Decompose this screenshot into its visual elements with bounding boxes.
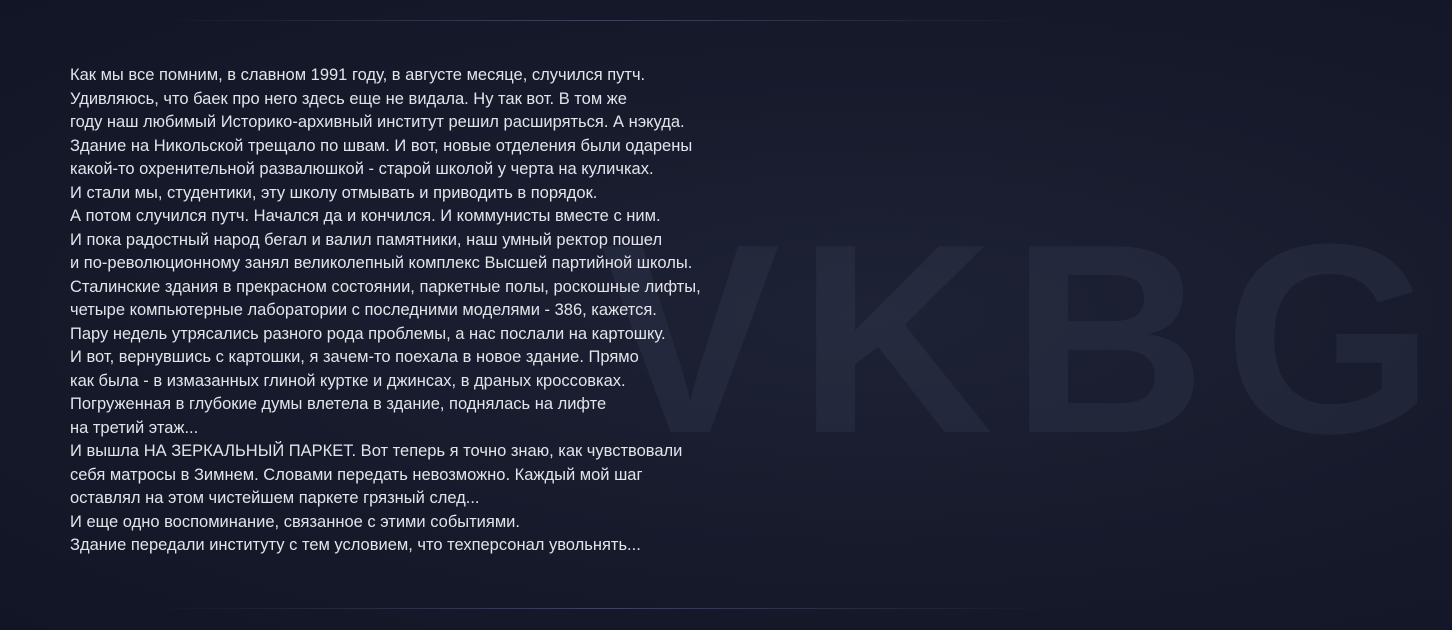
story-line: четыре компьютерные лаборатории с последними моделями - 386, кажется.	[70, 301, 657, 319]
story-line: Сталинские здания в прекрасном состоянии, паркетные полы, роскошные лифты,	[70, 277, 701, 296]
story-line: А потом случился путч. Начался да и кончился. И коммунисты вместе с ним.	[70, 207, 661, 225]
story-line: оставлял на этом чистейшем паркете грязный след...	[70, 489, 480, 507]
bottom-divider	[150, 608, 1050, 609]
story-line: Погруженная в глубокие думы влетела в здание, поднялась на лифте	[70, 395, 607, 413]
story-line: И вот, вернувшись с картошки, я зачем-то поехала в новое здание. Прямо	[70, 348, 639, 366]
story-line: какой-то охренительной развалюшкой - старой школой у черта на куличках.	[70, 160, 654, 178]
story-line: Удивляюсь, что баек про него здесь еще не видала. Ну так вот. В том же	[70, 89, 627, 108]
story-text	[70, 64, 830, 558]
story-line: И пока радостный народ бегал и валил памятники, наш умный ректор пошел	[70, 230, 663, 249]
story-line: И еще одно воспоминание, связанное с этими событиями.	[70, 512, 520, 531]
story-line: И стали мы, студентики, эту школу отмывать и приводить в порядок.	[70, 183, 598, 202]
story-line: как была - в измазанных глиной куртке и джинсах, в драных кроссовках.	[70, 371, 626, 390]
watermark-logo: VKBG	[600, 189, 1452, 490]
story-line: И вышла НА ЗЕРКАЛЬНЫЙ ПАРКЕТ. Вот теперь я точно знаю, как чувствовали	[70, 442, 683, 460]
story-line: и по-революционному занял великолепный комплекс Высшей партийной школы.	[70, 254, 693, 272]
top-divider	[150, 20, 1050, 21]
story-line: Как мы все помним, в славном 1991 году, в августе месяце, случился путч.	[70, 66, 646, 84]
story-line: себя матросы в Зимнем. Словами передать невозможно. Каждый мой шаг	[70, 465, 643, 484]
story-line: на третий этаж...	[70, 418, 199, 437]
story-line: Здание передали институту с тем условием, что техперсонал увольнять...	[70, 536, 641, 554]
story-line: Здание на Никольской трещало по швам. И вот, новые отделения были одарены	[70, 136, 693, 155]
story-line: году наш любимый Историко-архивный институт решил расширяться. А нэкуда.	[70, 113, 685, 131]
story-line: Пару недель утрясались разного рода проблемы, а нас послали на картошку.	[70, 324, 666, 343]
